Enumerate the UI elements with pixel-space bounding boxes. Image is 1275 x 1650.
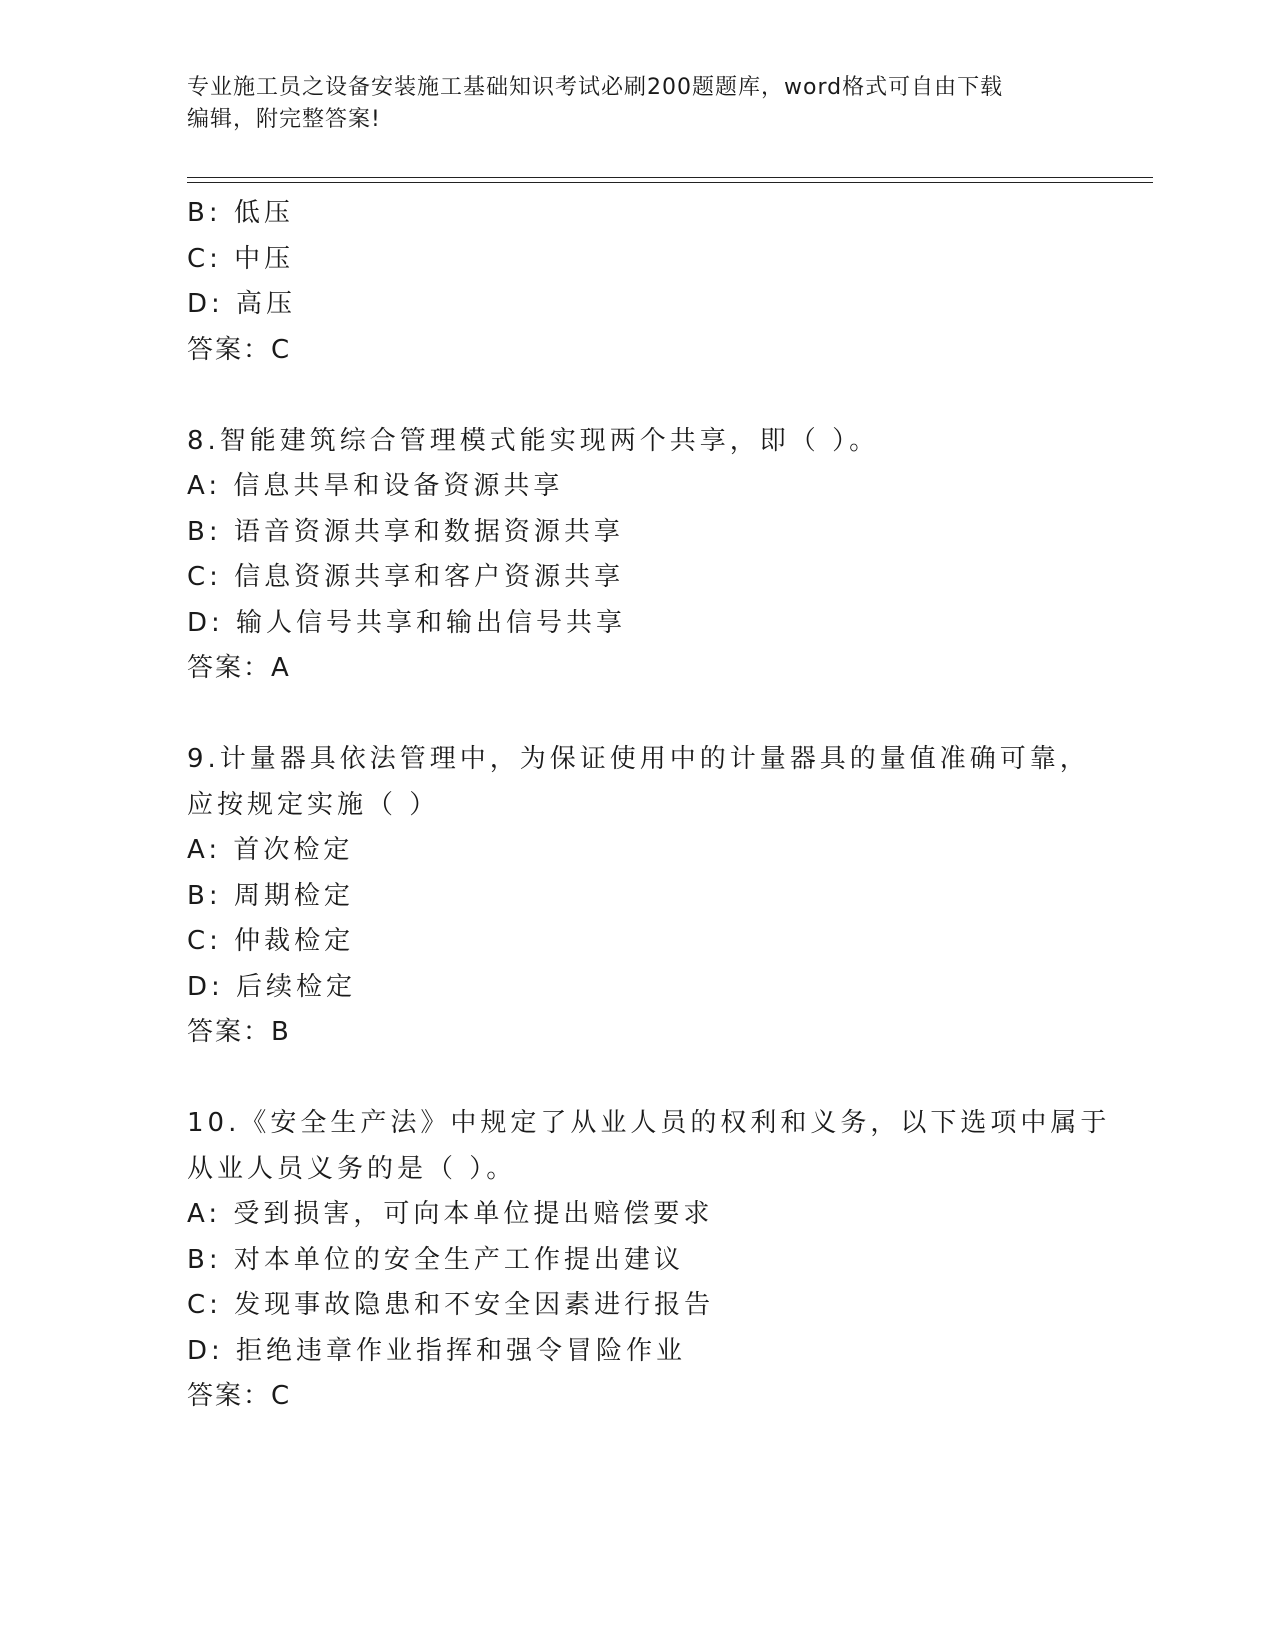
page-header xyxy=(187,72,1067,136)
header-divider-top xyxy=(187,177,1153,178)
question-stem-line-2: 从业人员义务的是（ ）。 xyxy=(187,1153,517,1184)
option-a: A: 受到损害，可向本单位提出赔偿要求 xyxy=(187,1199,714,1229)
option-c: C: 仲裁检定 xyxy=(187,926,355,956)
option-b: B: 低压 xyxy=(187,198,294,228)
answer-line: 答案：B xyxy=(187,1017,291,1047)
answer-line: 答案：C xyxy=(187,334,292,365)
spacer xyxy=(187,1056,1087,1102)
question-stem-line-1: 9.计量器具依法管理中，为保证使用中的计量器具的量值准确可靠， xyxy=(187,744,1090,774)
option-a: A: 首次检定 xyxy=(187,835,354,865)
option-b: B: 语音资源共享和数据资源共享 xyxy=(187,516,624,547)
question-list xyxy=(187,191,1111,1420)
option-c: C: 发现事故隐患和不安全因素进行报告 xyxy=(187,1290,715,1320)
answer-line: 答案：C xyxy=(187,1381,292,1411)
option-d: D: 高压 xyxy=(187,289,297,319)
option-a: A: 信息共旱和设备资源共享 xyxy=(187,471,564,501)
option-b: B: 周期检定 xyxy=(187,880,354,911)
spacer xyxy=(187,373,1087,419)
spacer xyxy=(187,692,1087,738)
question-10 xyxy=(187,1101,1111,1420)
question-7 xyxy=(187,191,1087,373)
option-d: D: 输人信号共享和输出信号共享 xyxy=(187,607,627,638)
question-9 xyxy=(187,737,1090,1056)
question-8 xyxy=(187,419,1087,692)
option-d: D: 后续检定 xyxy=(187,971,357,1002)
option-d: D: 拒绝违章作业指挥和强令冒险作业 xyxy=(187,1335,687,1366)
answer-line: 答案：A xyxy=(187,653,291,683)
header-title-line-1: 专业施工员之设备安装施工基础知识考试必刷200题题库，word格式可自由下载 xyxy=(187,75,1004,100)
option-b: B: 对本单位的安全生产工作提出建议 xyxy=(187,1244,684,1275)
option-c: C: 中压 xyxy=(187,243,295,274)
question-stem-line-2: 应按规定实施（ ） xyxy=(187,789,440,820)
header-divider-bottom xyxy=(187,182,1153,183)
question-stem-line-1: 10.《安全生产法》中规定了从业人员的权利和义务，以下选项中属于 xyxy=(187,1108,1111,1138)
header-title-line-2: 编辑，附完整答案! xyxy=(187,107,381,132)
option-c: C: 信息资源共享和客户资源共享 xyxy=(187,562,625,592)
question-stem: 8.智能建筑综合管理模式能实现两个共享，即（ ）。 xyxy=(187,425,880,456)
